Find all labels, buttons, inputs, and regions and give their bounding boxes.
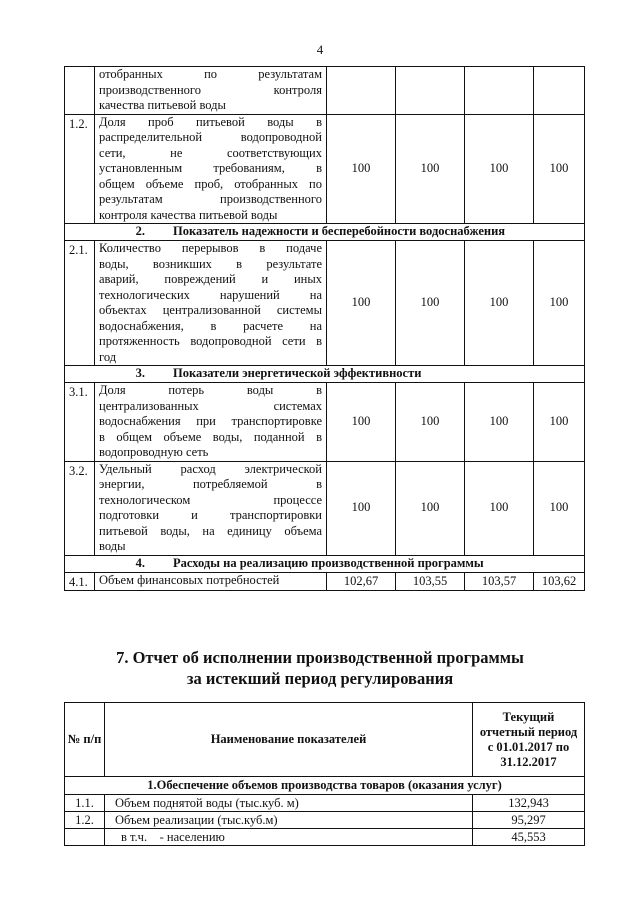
row-name-line: Доля проб питьевой воды в: [99, 114, 322, 129]
row-value: 103,55: [396, 572, 465, 591]
row-name-line: централизованных системах: [99, 398, 322, 413]
row-value: 100: [327, 383, 396, 462]
row-name-line: в общем объеме воды, поданной в: [99, 429, 322, 444]
row-name: Объем реализации (тыс.куб.м): [105, 812, 473, 829]
section-number: 4.: [135, 555, 145, 570]
section-heading: [0, 647, 640, 689]
report-section-title: 1.Обеспечение объемов производства товаров (оказания услуг): [65, 777, 585, 795]
table-row: [65, 795, 585, 812]
header-period-line: отчетный период: [479, 724, 578, 739]
row-value: 100: [396, 114, 465, 224]
indicators-table: [64, 66, 585, 591]
table-row: [65, 114, 585, 224]
row-num: 1.2.: [65, 114, 95, 224]
section-title-text: Показатели энергетической эффективности: [173, 366, 422, 381]
row-value: 100: [534, 241, 585, 366]
row-name-line: технологическом процессе: [99, 492, 322, 507]
row-name-line: подготовки и транспортировки: [99, 508, 322, 522]
row-value: 103,57: [465, 572, 534, 591]
header-name: Наименование показателей: [105, 703, 473, 777]
row-value: [465, 67, 534, 115]
row-name: [95, 241, 327, 366]
row-num: 2.1.: [65, 241, 95, 366]
table-row: [65, 241, 585, 366]
table-row: [65, 829, 585, 846]
header-period: [473, 703, 585, 777]
row-name-line: результатам производственного: [99, 192, 322, 206]
row-name-line: аварий, повреждений и иных: [99, 272, 322, 286]
row-name: [95, 461, 327, 555]
row-name-line: отобранных по результатам: [99, 67, 322, 81]
row-name-line: технологических нарушений на: [99, 287, 322, 302]
table-row: [65, 572, 585, 591]
row-name-line: энергии, потребляемой в: [99, 477, 322, 491]
row-name-line: питьевой воды, на единицу объема: [99, 523, 322, 538]
section-row: [65, 224, 585, 241]
row-name-line: общем объеме проб, отобранных по: [99, 176, 322, 191]
row-name-line: протяженность водопроводной сети в: [99, 334, 322, 348]
row-num: [65, 67, 95, 115]
row-value: [396, 67, 465, 115]
row-value: 100: [534, 383, 585, 462]
row-name-line: воды, возникших в результате: [99, 256, 322, 271]
row-value: 100: [465, 114, 534, 224]
row-name: [95, 383, 327, 462]
row-value: 100: [465, 241, 534, 366]
report-section-row: [65, 777, 585, 795]
row-num: 4.1.: [65, 572, 95, 591]
section-title: [65, 224, 585, 241]
row-name: [95, 572, 327, 591]
row-value: 103,62: [534, 572, 585, 591]
row-name-line: воды: [99, 539, 126, 553]
row-name-line: водопроводную сеть: [99, 445, 209, 459]
row-value: 100: [396, 383, 465, 462]
row-name-line: Объем финансовых потребностей: [99, 572, 280, 587]
row-value: [327, 67, 396, 115]
section-title-text: Показатель надежности и бесперебойности водоснабжения: [173, 224, 506, 239]
row-num: 1.1.: [65, 795, 105, 812]
section-title: [65, 555, 585, 572]
section-row: [65, 555, 585, 572]
header-period-line: 31.12.2017: [500, 754, 557, 769]
row-name-line: контроля качества питьевой воды: [99, 207, 278, 222]
row-value: 100: [534, 114, 585, 224]
row-value: 45,553: [473, 829, 585, 846]
row-name-line: качества питьевой воды: [99, 98, 226, 112]
row-name: [95, 67, 327, 115]
table-row: [65, 383, 585, 462]
header-num: № п/п: [65, 703, 105, 777]
section-row: [65, 366, 585, 383]
row-value: [534, 67, 585, 115]
row-num: 3.1.: [65, 383, 95, 462]
row-value: 100: [465, 461, 534, 555]
row-value: 100: [327, 114, 396, 224]
row-name-line: Доля потерь воды в: [99, 383, 322, 397]
row-value: 100: [534, 461, 585, 555]
row-name: в т.ч. - населению: [105, 829, 473, 846]
row-value: 100: [396, 241, 465, 366]
row-name: Объем поднятой воды (тыс.куб. м): [105, 795, 473, 812]
page-number: 4: [316, 42, 324, 57]
row-num: [65, 829, 105, 846]
row-value: 100: [396, 461, 465, 555]
row-name-line: производственного контроля: [99, 82, 322, 97]
row-num: 3.2.: [65, 461, 95, 555]
row-name: [95, 114, 327, 224]
row-value: 100: [327, 461, 396, 555]
row-name-line: водоснабжения при транспортировке: [99, 414, 322, 428]
row-name-line: установленным требованиям, в: [99, 161, 322, 175]
row-value: 102,67: [327, 572, 396, 591]
row-name-line: год: [99, 349, 117, 364]
table-row: [65, 461, 585, 555]
heading-line-2: за истекший период регулирования: [186, 669, 454, 688]
section-number: 2.: [135, 224, 145, 239]
row-num: 1.2.: [65, 812, 105, 829]
heading-line-1: 7. Отчет об исполнении производственной программы: [116, 648, 524, 667]
row-name-line: Удельный расход электрической: [99, 461, 322, 476]
row-name-line: распределительной водопроводной: [99, 130, 322, 144]
report-table-header: [65, 703, 585, 777]
report-table: [64, 702, 585, 846]
row-value: 132,943: [473, 795, 585, 812]
row-name-line: объектах централизованной системы: [99, 303, 322, 317]
row-value: 100: [327, 241, 396, 366]
table-row: [65, 67, 585, 115]
table-row: [65, 812, 585, 829]
header-period-line: Текущий: [502, 709, 555, 724]
row-value: 95,297: [473, 812, 585, 829]
section-number: 3.: [135, 366, 145, 381]
header-period-line: с 01.01.2017 по: [487, 739, 570, 754]
section-title-text: Расходы на реализацию производственной программы: [173, 555, 484, 570]
row-name-line: Количество перерывов в подаче: [99, 241, 322, 255]
row-value: 100: [465, 383, 534, 462]
row-name-line: сети, не соответствующих: [99, 145, 322, 160]
section-title: [65, 366, 585, 383]
row-name-line: водоснабжения, в расчете на: [99, 318, 322, 333]
